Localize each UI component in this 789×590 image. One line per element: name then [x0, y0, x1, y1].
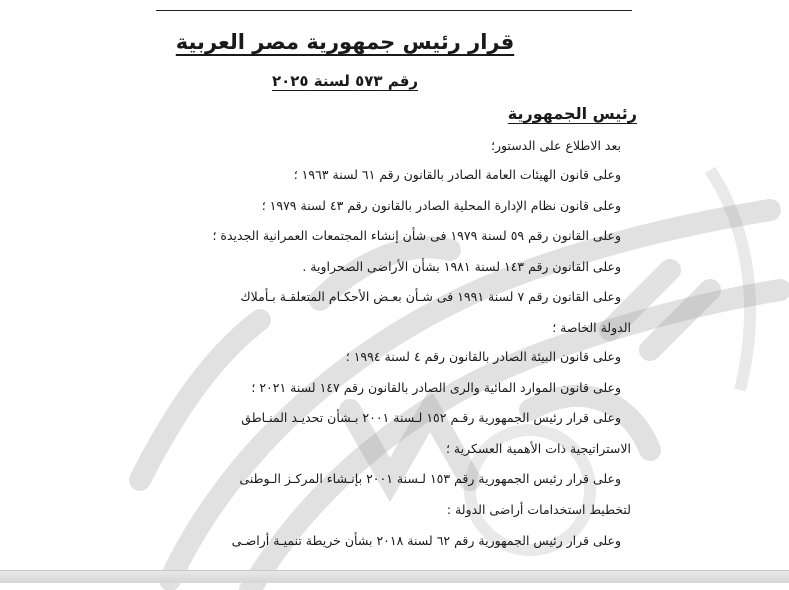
page-title: قرار رئيس جمهورية مصر العربية	[175, 30, 515, 54]
decree-number: رقم ٥٧٣ لسنة ٢٠٢٥	[271, 72, 419, 90]
paragraph-line: وعلى قرار رئيس الجمهورية رقـم ١٥٢ لـسنة ٢٠٠١ بـشأن تحديـد المنـاطق	[241, 410, 621, 425]
window-bottom-edge	[0, 570, 789, 583]
paragraph-line: وعلى قانون نظام الإدارة المحلية الصادر بالقانون رقم ٤٣ لسنة ١٩٧٩ ؛	[261, 198, 621, 213]
paragraph-line: وعلى قرار رئيس الجمهورية رقم ١٥٣ لـسنة ٢٠٠١ بإنـشاء المركـز الـوطنى	[239, 471, 621, 486]
paragraph-line: وعلى قانون البيئة الصادر بالقانون رقم ٤ لسنة ١٩٩٤ ؛	[345, 349, 621, 364]
paragraph-line: الدولة الخاصة ؛	[552, 320, 631, 335]
paragraph-line: وعلى القانون رقم ١٤٣ لسنة ١٩٨١ بشأن الأراضى الصحراوية .	[302, 259, 621, 274]
paragraph-line: بعد الاطلاع على الدستور؛	[490, 138, 621, 153]
paragraph-line: لتخطيط استخدامات أراضى الدولة :	[446, 502, 631, 517]
section-heading: رئيس الجمهورية	[507, 104, 637, 123]
paragraph-line: وعلى القانون رقم ٧ لسنة ١٩٩١ فى شـأن بعـض الأحكـام المتعلقـة بـأملاك	[240, 289, 621, 304]
paragraph-line: وعلى القانون رقم ٥٩ لسنة ١٩٧٩ فى شأن إنشاء المجتمعات العمرانية الجديدة ؛	[212, 228, 621, 243]
paragraph-line: الاستراتيجية ذات الأهمية العسكرية ؛	[445, 441, 631, 456]
paragraph-line: وعلى قرار رئيس الجمهورية رقم ٦٢ لسنة ٢٠١٨ بشأن خريطة تنميـة أراضـى	[231, 533, 621, 548]
paragraph-line: وعلى قانون الموارد المائية والرى الصادر بالقانون رقم ١٤٧ لسنة ٢٠٢١ ؛	[251, 380, 621, 395]
paragraph-line: وعلى قانون الهيئات العامة الصادر بالقانون رقم ٦١ لسنة ١٩٦٣ ؛	[293, 167, 621, 182]
